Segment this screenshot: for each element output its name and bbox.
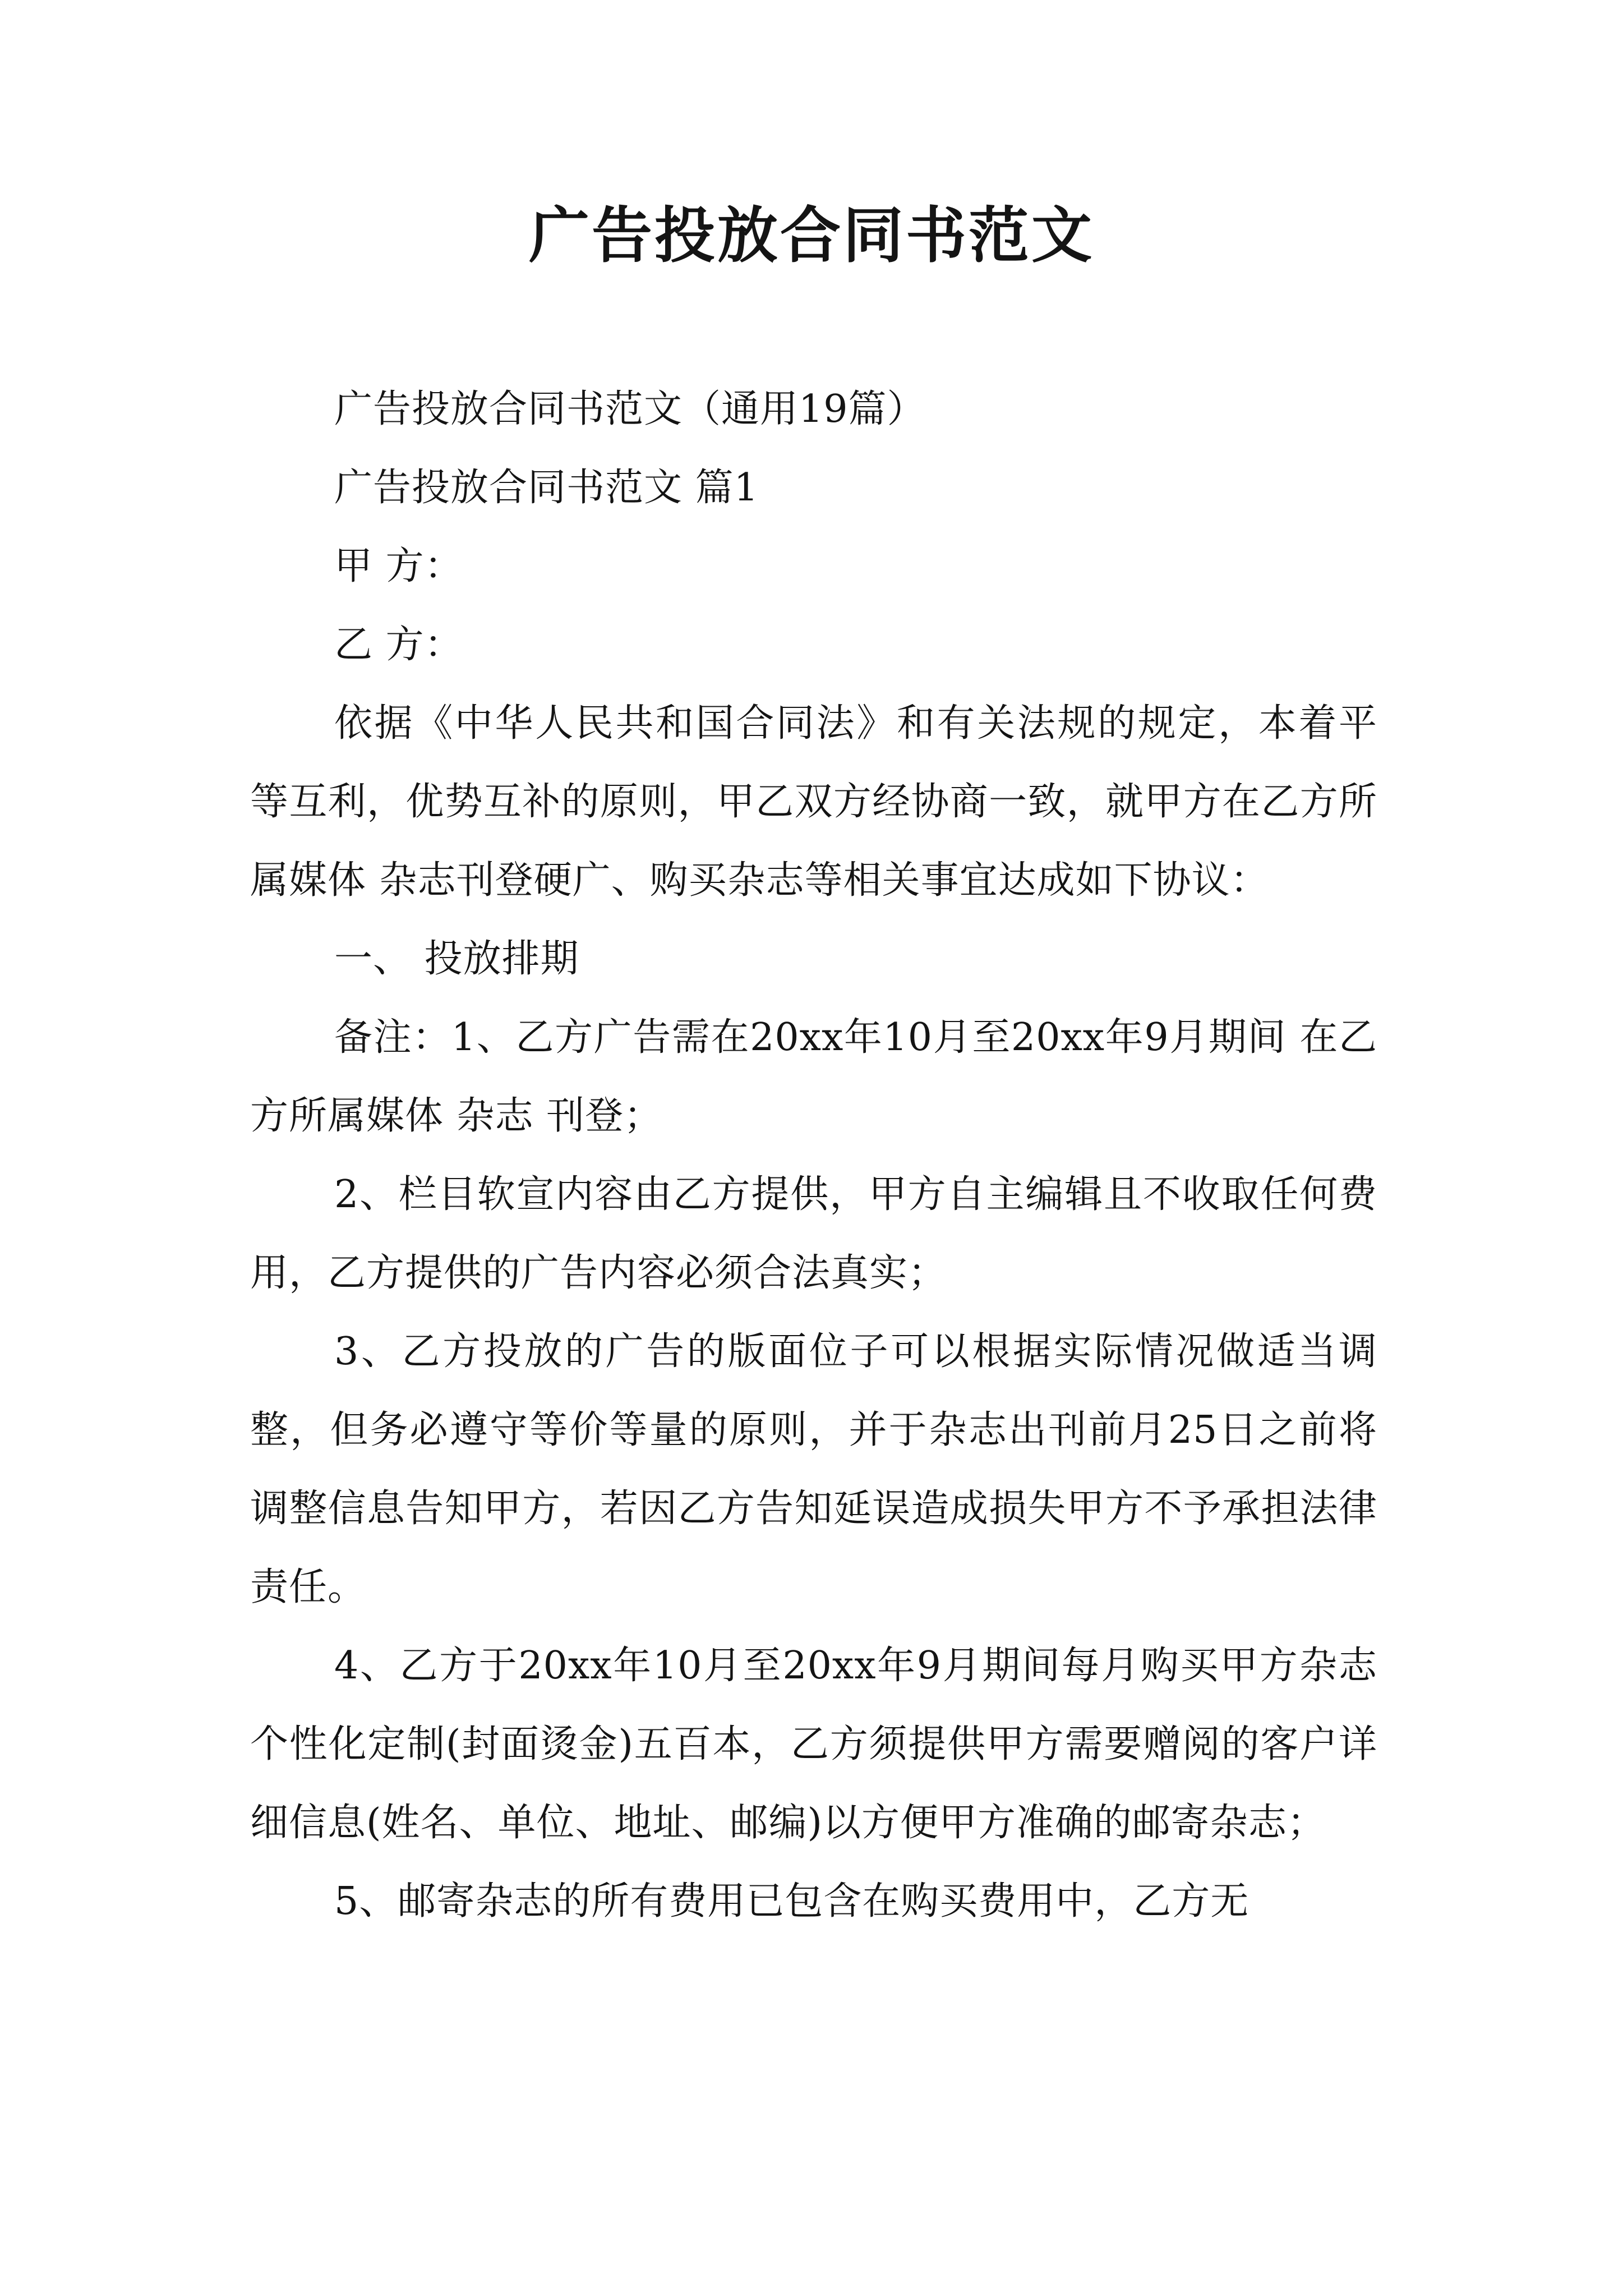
paragraph-note-5: 5、邮寄杂志的所有费用已包含在购买费用中，乙方无 [334,1879,1249,1924]
paragraph-note-2: 2、栏目软宣内容由乙方提供，甲方自主编辑且不收取任何费用，乙方提供的广告内容必须合法真实； [250,1172,1377,1295]
paragraph-note-3: 3、乙方投放的广告的版面位子可以根据实际情况做适当调整，但务必遵守等价等量的原则，并于杂志出刊前月25日之前将调整信息告知甲方，若因乙方告知延误造成损失甲方不予承担法律责任。 [250,1329,1377,1609]
document-title: 广告投放合同书范文 [528,200,1094,271]
document-body [250,370,1377,1941]
paragraph-note-1: 备注：1、乙方广告需在20xx年10月至20xx年9月期间 在乙方所属媒体 杂志 刊登； [250,1015,1377,1138]
paragraph-clause-heading: 一、 投放排期 [334,937,579,981]
paragraph-subtitle: 广告投放合同书范文（通用19篇） [334,387,926,431]
paragraph-party-a: 甲 方： [334,544,463,588]
paragraph-section-heading: 广告投放合同书范文 篇1 [334,466,759,510]
paragraph-preamble: 依据《中华人民共和国合同法》和有关法规的规定，本着平等互利，优势互补的原则，甲乙双方经协商一致，就甲方在乙方所属媒体 杂志刊登硬广、购买杂志等相关事宜达成如下协议： [250,701,1377,903]
paragraph-note-4: 4、乙方于20xx年10月至20xx年9月期间每月购买甲方杂志个性化定制(封面烫金)五百本，乙方须提供甲方需要赠阅的客户详细信息(姓名、单位、地址、邮编)以方便甲方准确的邮寄杂志； [250,1644,1377,1845]
paragraph-party-b: 乙 方： [334,623,463,667]
